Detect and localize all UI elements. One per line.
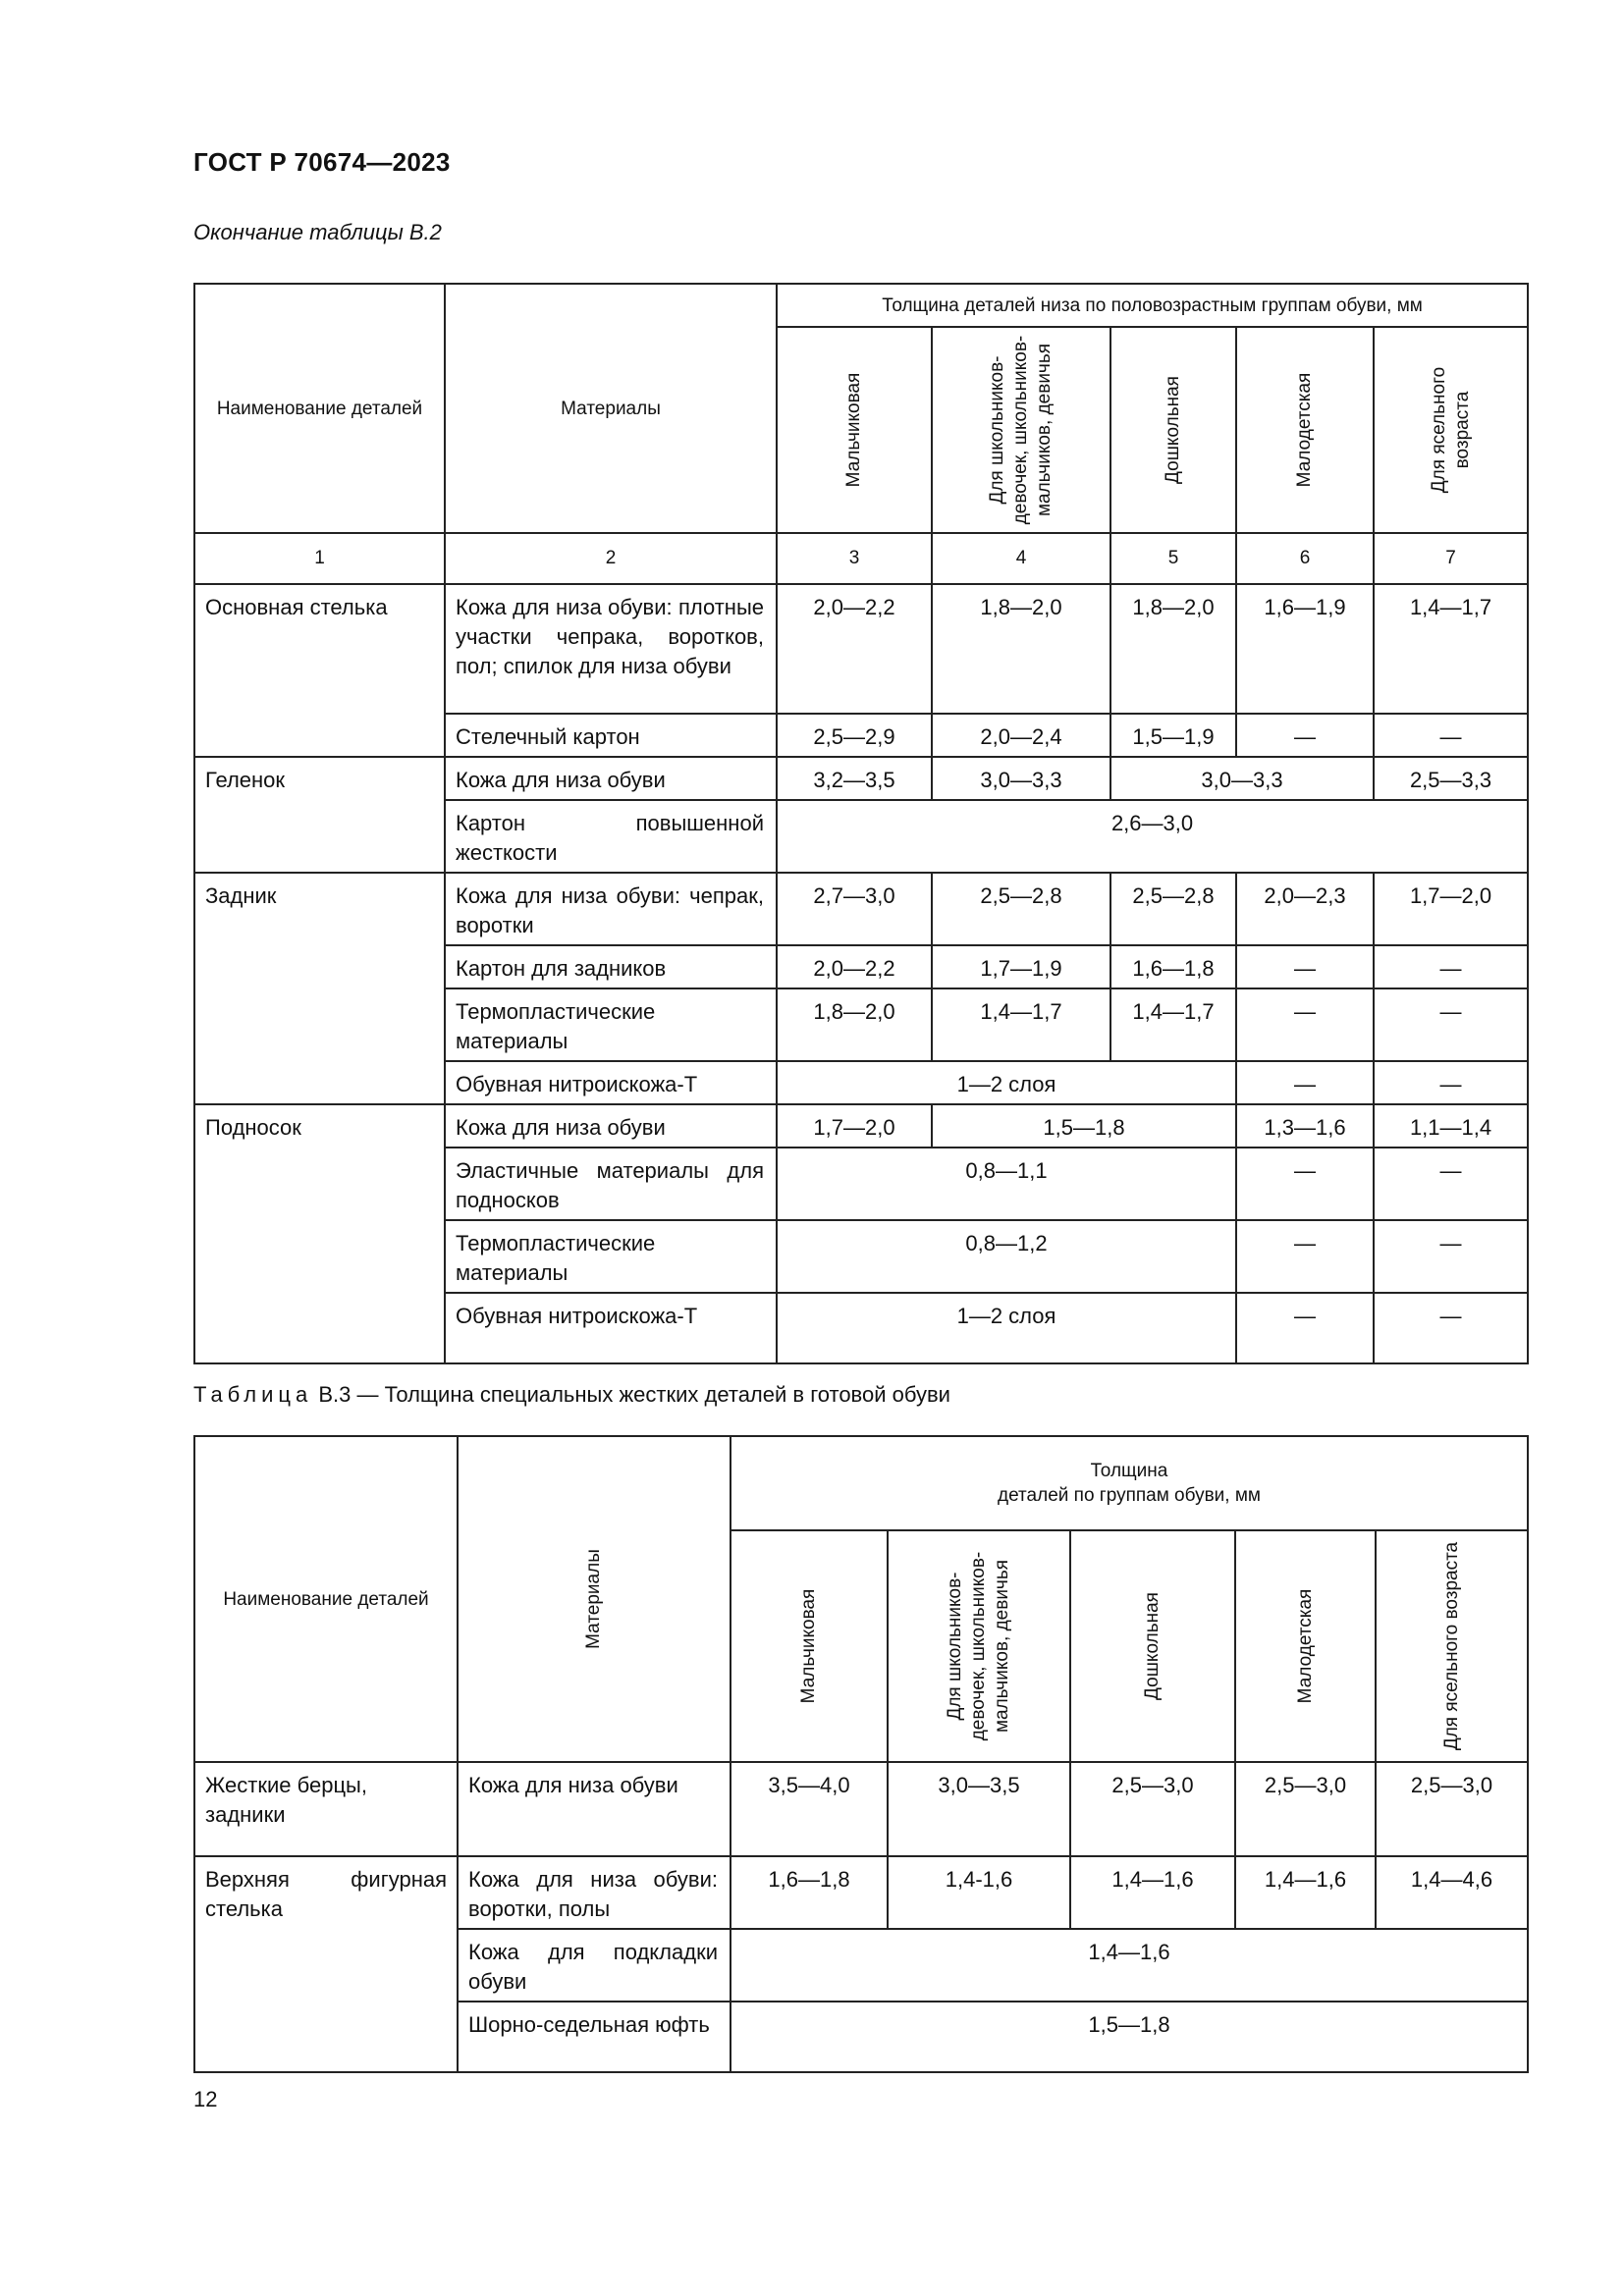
header-group-nursery: Для ясельного возраста <box>1374 327 1528 533</box>
value-cell: 1,5—1,8 <box>932 1104 1236 1148</box>
value-cell: 1,4—1,6 <box>731 1929 1528 2002</box>
value-cell: 1,8—2,0 <box>1110 584 1236 714</box>
value-cell: 1,4—1,6 <box>1235 1856 1376 1929</box>
table-row <box>194 1856 1528 1929</box>
value-cell: 2,0—2,4 <box>932 714 1110 757</box>
header-part-name: Наименование деталей <box>194 284 445 533</box>
value-cell: 1,6—1,8 <box>1110 945 1236 988</box>
value-cell: 2,5—3,0 <box>1070 1762 1235 1856</box>
value-cell: 2,5—2,8 <box>932 873 1110 945</box>
value-cell: 1,4—4,6 <box>1376 1856 1528 1929</box>
material-cell: Кожа для подкладки обуви <box>458 1929 731 2002</box>
value-cell: 1,7—2,0 <box>1374 873 1528 945</box>
value-cell: 1,7—2,0 <box>777 1104 932 1148</box>
column-number: 4 <box>932 533 1110 584</box>
material-cell: Картон повышенной жесткости <box>445 800 777 873</box>
value-cell: 1,7—1,9 <box>932 945 1110 988</box>
header-materials: Материалы <box>445 284 777 533</box>
material-cell: Кожа для низа обуви: плотные участки чепрака, воротков, пол; спилок для низа обуви <box>445 584 777 714</box>
value-cell: — <box>1236 714 1374 757</box>
header-group-boys: Мальчиковая <box>731 1530 888 1762</box>
table-b3 <box>193 1435 1529 2073</box>
header-group-toddler: Малодетская <box>1235 1530 1376 1762</box>
header-group-nursery: Для ясельного возраста <box>1376 1530 1528 1762</box>
page-number: 12 <box>193 2087 218 2111</box>
value-cell: 3,2—3,5 <box>777 757 932 800</box>
value-cell: 2,6—3,0 <box>777 800 1528 873</box>
table-continuation-label: Окончание таблицы В.2 <box>193 220 442 244</box>
material-cell: Термопластические материалы <box>445 988 777 1061</box>
value-cell: 1—2 слоя <box>777 1061 1236 1104</box>
column-number: 7 <box>1374 533 1528 584</box>
header-group-preschool: Дошкольная <box>1070 1530 1235 1762</box>
value-cell: 1,5—1,8 <box>731 2002 1528 2072</box>
column-number: 2 <box>445 533 777 584</box>
material-cell: Кожа для низа обуви: чепрак, воротки <box>445 873 777 945</box>
value-cell: 1,4—1,7 <box>1374 584 1528 714</box>
value-cell: 2,5—2,9 <box>777 714 932 757</box>
document-standard-title: ГОСТ Р 70674—2023 <box>193 147 451 177</box>
value-cell: 1,8—2,0 <box>777 988 932 1061</box>
value-cell: — <box>1236 945 1374 988</box>
value-cell: 1,4—1,6 <box>1070 1856 1235 1929</box>
material-cell: Обувная нитроискожа-Т <box>445 1293 777 1363</box>
header-thickness-group <box>731 1436 1528 1530</box>
part-name: Задник <box>194 873 445 1104</box>
value-cell: 1,4—1,7 <box>932 988 1110 1061</box>
part-name: Верхняя фигурная стелька <box>194 1856 458 2072</box>
value-cell: — <box>1374 945 1528 988</box>
header-materials: Материалы <box>458 1436 731 1762</box>
part-name: Геленок <box>194 757 445 873</box>
material-cell: Эластичные материалы для подносков <box>445 1148 777 1220</box>
header-group-toddler: Малодетская <box>1236 327 1374 533</box>
value-cell: 1—2 слоя <box>777 1293 1236 1363</box>
column-number: 5 <box>1110 533 1236 584</box>
value-cell: — <box>1374 1293 1528 1363</box>
value-cell: 1,5—1,9 <box>1110 714 1236 757</box>
value-cell: 2,5—2,8 <box>1110 873 1236 945</box>
value-cell: — <box>1374 1148 1528 1220</box>
material-cell: Шорно-седельная юфть <box>458 2002 731 2072</box>
value-cell: 1,4—1,7 <box>1110 988 1236 1061</box>
value-cell: 3,0—3,5 <box>888 1762 1070 1856</box>
header-thickness-line2: деталей по группам обуви, мм <box>998 1485 1261 1506</box>
part-name: Жесткие берцы, задники <box>194 1762 458 1856</box>
value-cell: — <box>1236 988 1374 1061</box>
caption-label: Таблица <box>193 1382 313 1407</box>
value-cell: 1,6—1,9 <box>1236 584 1374 714</box>
material-cell: Картон для задников <box>445 945 777 988</box>
value-cell: 2,0—2,2 <box>777 584 932 714</box>
value-cell: 3,5—4,0 <box>731 1762 888 1856</box>
part-name: Подносок <box>194 1104 445 1363</box>
table-row <box>194 757 1528 800</box>
value-cell: 1,1—1,4 <box>1374 1104 1528 1148</box>
material-cell: Кожа для низа обуви <box>458 1762 731 1856</box>
value-cell: 2,0—2,2 <box>777 945 932 988</box>
header-group-boys: Мальчиковая <box>777 327 932 533</box>
value-cell: — <box>1236 1148 1374 1220</box>
header-group-schoolchildren: Для школьников-девочек, школьников-мальчиков, девичья <box>888 1530 1070 1762</box>
table-row <box>194 584 1528 714</box>
header-group-preschool: Дошкольная <box>1110 327 1236 533</box>
value-cell: 3,0—3,3 <box>1110 757 1374 800</box>
value-cell: 2,0—2,3 <box>1236 873 1374 945</box>
table-row <box>194 1104 1528 1148</box>
material-cell: Обувная нитроискожа-Т <box>445 1061 777 1104</box>
table-row <box>194 1762 1528 1856</box>
material-cell: Термопластические материалы <box>445 1220 777 1293</box>
header-thickness-group: Толщина деталей низа по половозрастным группам обуви, мм <box>777 284 1528 327</box>
value-cell: — <box>1236 1293 1374 1363</box>
value-cell: 1,6—1,8 <box>731 1856 888 1929</box>
value-cell: — <box>1374 1061 1528 1104</box>
value-cell: 1,3—1,6 <box>1236 1104 1374 1148</box>
value-cell: 1,4-1,6 <box>888 1856 1070 1929</box>
material-cell: Кожа для низа обуви <box>445 757 777 800</box>
column-number: 1 <box>194 533 445 584</box>
material-cell: Кожа для низа обуви: воротки, полы <box>458 1856 731 1929</box>
header-thickness-line1: Толщина <box>1090 1461 1168 1481</box>
column-number: 3 <box>777 533 932 584</box>
value-cell: — <box>1236 1061 1374 1104</box>
value-cell: 2,7—3,0 <box>777 873 932 945</box>
part-name: Основная стелька <box>194 584 445 757</box>
value-cell: 2,5—3,3 <box>1374 757 1528 800</box>
column-number: 6 <box>1236 533 1374 584</box>
value-cell: 2,5—3,0 <box>1235 1762 1376 1856</box>
material-cell: Кожа для низа обуви <box>445 1104 777 1148</box>
caption-text: В.3 — Толщина специальных жестких деталей в готовой обуви <box>312 1382 950 1407</box>
value-cell: 0,8—1,1 <box>777 1148 1236 1220</box>
value-cell: 1,8—2,0 <box>932 584 1110 714</box>
value-cell: — <box>1374 714 1528 757</box>
value-cell: 2,5—3,0 <box>1376 1762 1528 1856</box>
table-b3-caption <box>193 1382 950 1408</box>
material-cell: Стелечный картон <box>445 714 777 757</box>
value-cell: — <box>1374 988 1528 1061</box>
value-cell: — <box>1374 1220 1528 1293</box>
value-cell: 0,8—1,2 <box>777 1220 1236 1293</box>
header-group-schoolchildren: Для школьников-девочек, школьников-мальчиков, девичья <box>932 327 1110 533</box>
value-cell: — <box>1236 1220 1374 1293</box>
header-part-name: Наименование деталей <box>194 1436 458 1762</box>
value-cell: 3,0—3,3 <box>932 757 1110 800</box>
table-row <box>194 873 1528 945</box>
table-b2 <box>193 283 1529 1364</box>
